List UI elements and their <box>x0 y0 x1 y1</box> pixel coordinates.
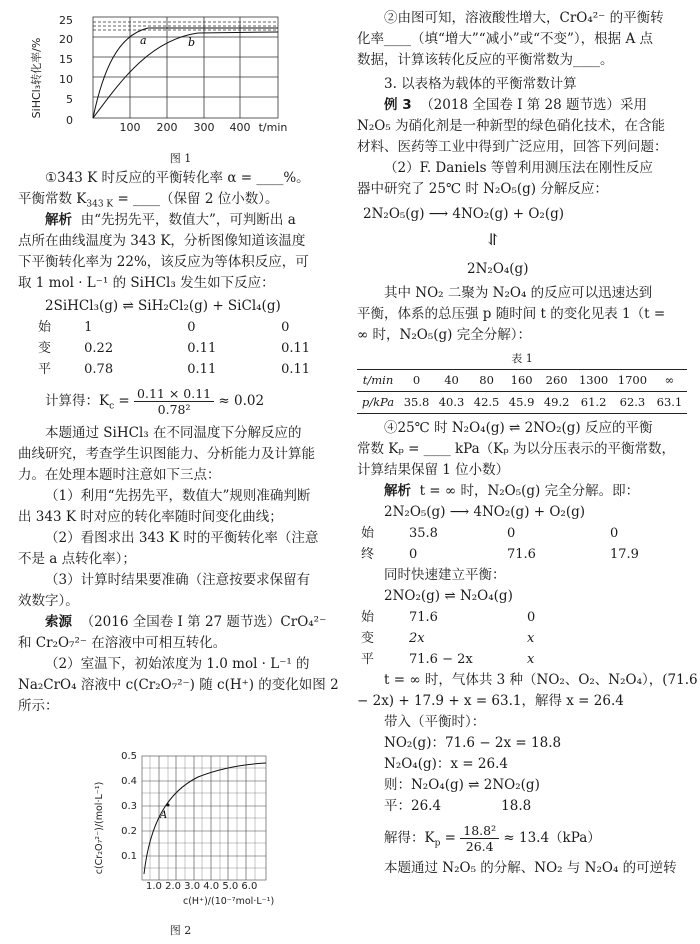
example-line: N₂O₅ 为硝化剂是一种新型的绿色硝化技术，在含能 <box>357 118 665 134</box>
fig1-ytick: 5 <box>66 93 73 106</box>
table-row: 平 71.6 − 2x x <box>361 652 535 667</box>
table-cell: 42.5 <box>473 395 500 409</box>
text-line: 平衡，体系的总压强 p 随时间 t 的变化见表 1（t = <box>357 306 666 322</box>
source-line: 和 Cr₂O₇²⁻ 在溶液中可相互转化。 <box>18 635 227 651</box>
example-line: （2）F. Daniels 等曾利用测压法在刚性反应 <box>384 160 653 176</box>
fig1-ytick: 10 <box>59 73 73 86</box>
ice-table-2 <box>357 607 591 670</box>
point-line: （2）看图求出 343 K 时的平衡转化率（注意 <box>45 530 319 546</box>
table-cell: p/kPa <box>361 395 395 409</box>
table-cell: 49.2 <box>543 395 570 409</box>
pressure-table <box>357 369 687 414</box>
analysis-line: 解析 t = ∞ 时，N₂O₅(g) 完全分解。即： <box>384 483 640 499</box>
table-row: 变 0.22 0.11 0.11 <box>38 341 311 356</box>
substitution-line: 则：N₂O₄(g) ⇌ 2NO₂(g) <box>384 777 540 793</box>
fig1-ytick: 20 <box>59 33 73 46</box>
figure-2-caption: 图 2 <box>169 924 192 937</box>
kp-equation: 解得：$K_p$ = $\frac{\text{18.8²}}{26.4}$ ≈ 13.4（kPa） <box>384 823 601 854</box>
summary-line: 力。在处理本题时注意如下三点： <box>18 467 221 483</box>
table-cell: 260 <box>545 373 568 387</box>
table-row: 平 0.78 0.11 0.11 <box>38 362 311 377</box>
fig1-curve-a <box>93 28 278 118</box>
left-text-block <box>18 168 343 717</box>
fig1-y-axis-label: SiHCl₃转化率/% <box>30 37 43 119</box>
table-cell: 0 <box>412 373 421 387</box>
point-line: 效数字）。 <box>18 593 79 609</box>
fig2-ytick: 0.3 <box>121 801 137 812</box>
equilibrium-arrows-icon: ⥯ <box>486 230 500 249</box>
fig1-x-unit: t/min <box>258 121 288 134</box>
question-2-line: Na₂CrO₄ 溶液中 c(Cr₂O₇²⁻) 随 c(H⁺) 的变化如图 2 <box>18 677 339 693</box>
example-line: 器中研究了 25℃ 时 N₂O₅(g) 分解反应： <box>357 181 608 197</box>
fig1-xtick: 300 <box>193 121 215 134</box>
table-cell: 40 <box>444 373 459 387</box>
table-cell: 1300 <box>578 373 609 387</box>
reaction-equation: 2SiHCl₃(g) ⇌ SiH₂Cl₂(g) + SiCl₄(g) <box>45 298 281 314</box>
fig1-ytick: 25 <box>59 14 73 27</box>
text-line: ∞ 时，N₂O₅(g) 完全分解）： <box>357 327 531 343</box>
solve-line: − 2x) + 17.9 + x = 63.1，解得 x = 26.4 <box>357 693 624 709</box>
table-cell: 80 <box>479 373 494 387</box>
right-text-block <box>357 8 698 879</box>
figure-2-chart <box>18 742 343 922</box>
table-row: 变 2x x <box>361 631 535 646</box>
fig2-point-a-label: A <box>160 810 168 821</box>
table-row <box>357 392 687 414</box>
table-cell: 62.3 <box>619 395 646 409</box>
summary-line: 曲线研究，考查学生识图能力、分析能力及计算能 <box>18 446 315 462</box>
ice-table <box>34 317 343 380</box>
fig1-xtick: 200 <box>156 121 178 134</box>
fig2-x-label: c(H⁺)/(10⁻⁷mol·L⁻¹) <box>183 896 275 907</box>
question-4-line: 常数 Kₚ = ____ kPa（Kₚ 为以分压表示的平衡常数， <box>357 441 675 457</box>
question-2b-line: ②由图可知，溶液酸性增大，CrO₄²⁻ 的平衡转 <box>384 10 664 26</box>
fig2-point-a <box>167 804 170 807</box>
table-cell: 1700 <box>617 373 648 387</box>
table-cell: 45.9 <box>508 395 535 409</box>
table-row: 始 71.6 0 <box>361 610 536 625</box>
table-cell: 160 <box>510 373 533 387</box>
question-2-line: （2）室温下，初始浓度为 1.0 mol · L⁻¹ 的 <box>45 656 310 672</box>
fig1-curve-b-label: b <box>188 36 196 49</box>
table-cell: 35.8 <box>403 395 430 409</box>
table-row <box>357 370 687 392</box>
fig1-curve-b <box>93 32 278 118</box>
table-cell: ∞ <box>664 373 675 387</box>
table-cell: t/min <box>362 373 394 387</box>
fig1-ytick: 0 <box>66 114 73 127</box>
analysis-label: 解析 <box>45 212 72 228</box>
final-line: 本题通过 N₂O₅ 的分解、NO₂ 与 N₂O₄ 的可逆转 <box>384 860 677 876</box>
summary-line: 本题通过 SiHCl₃ 在不同温度下分解反应的 <box>45 425 302 441</box>
substitution-line: N₂O₄(g)：x = 26.4 <box>384 756 508 772</box>
table-row: 终 0 71.6 17.9 <box>361 547 639 562</box>
fig2-ytick: 0.4 <box>121 776 137 787</box>
substitution-line: 平：26.4 18.8 <box>384 798 532 814</box>
source-line: 索源 （2016 全国卷 Ⅰ 第 27 题节选）CrO₄²⁻ <box>45 614 327 630</box>
analysis-line: 下平衡转化率为 22%，该反应为等体积反应，可 <box>18 254 309 270</box>
table-cell: 63.1 <box>656 395 683 409</box>
reaction-3: 2NO₂(g) ⇌ N₂O₄(g) <box>384 588 513 604</box>
question-2b-line: 数据，计算该转化反应的平衡常数为____。 <box>357 52 614 68</box>
question-2b-line: 化率____（填“增大”“减小”或“不变”），根据 A 点 <box>357 31 653 47</box>
fig2-y-axis-label: c(Cr₂O₇²⁻)/(mol·L⁻¹) <box>94 781 105 875</box>
section-title: 3. 以表格为载体的平衡常数计算 <box>384 76 577 92</box>
fig2-xticks: 1.0 2.0 3.0 4.0 5.0 6.0 <box>146 881 258 892</box>
equilibrium-arrows <box>357 225 687 259</box>
figure-1-chart <box>18 0 343 165</box>
source-label: 索源 <box>45 614 72 630</box>
example-line: 材料、医药等工业中得到广泛应用，回答下列问题： <box>357 139 668 155</box>
analysis-line: 解析 由“先拐先平，数值大”，可判断出 a <box>45 212 296 228</box>
example-line: 例 3 （2018 全国卷 Ⅰ 第 28 题节选）采用 <box>384 97 648 113</box>
analysis-line: 点所在曲线温度为 343 K，分析图像知道该温度 <box>18 233 306 249</box>
question-1-line: ①343 K 时反应的平衡转化率 α = ____%。 <box>45 170 310 186</box>
fig1-curve-a-label: a <box>140 34 147 47</box>
figure-2 <box>18 742 343 942</box>
analysis-label: 解析 <box>384 483 411 499</box>
point-line: （3）计算时结果要准确（注意按要求保留有 <box>45 572 311 588</box>
figure-1-caption: 图 1 <box>169 152 192 165</box>
fig2-ytick: 0.1 <box>121 851 137 862</box>
equilibrium-text: 同时快速建立平衡： <box>384 567 506 583</box>
question-2-line: 所示： <box>18 698 59 714</box>
fig2-ytick: 0.5 <box>121 751 137 762</box>
solve-line: t = ∞ 时，气体共 3 种（NO₂、O₂、N₂O₄），(71.6 <box>384 672 698 688</box>
analysis-line: 取 1 mol · L⁻¹ 的 SiHCl₃ 发生如下反应： <box>18 275 275 291</box>
table-cell: 61.2 <box>580 395 607 409</box>
example-label: 例 3 <box>384 97 412 113</box>
question-4-line: 计算结果保留 1 位小数） <box>357 462 510 478</box>
table-row: 始 1 0 0 <box>38 320 290 335</box>
reaction-main: 2N₂O₅(g) ⟶ 4NO₂(g) + O₂(g) <box>363 206 565 222</box>
fig1-xtick: 400 <box>229 121 251 134</box>
fig2-ytick: 0.2 <box>121 826 137 837</box>
table-cell: 40.3 <box>438 395 465 409</box>
reaction-2: 2N₂O₅(g) ⟶ 4NO₂(g) + O₂(g) <box>384 504 586 520</box>
table-row: 始 35.8 0 0 <box>361 526 619 541</box>
point-line: 出 343 K 时对应的转化率随时间变化曲线； <box>18 509 283 525</box>
fig1-ytick: 15 <box>59 53 73 66</box>
calc-equation: 计算得：$K_c$ = $\frac{0.11 \times 0.11}{\text{0.78²}}$ ≈ 0.02 <box>45 386 265 417</box>
question-1-line-2: 平衡常数 $K_{343 K}$ = ____（保留 2 位小数）。 <box>18 191 279 210</box>
substitution-line: 带入（平衡时）： <box>384 714 486 730</box>
substitution-line: NO₂(g)：71.6 − 2x = 18.8 <box>384 735 562 751</box>
fig1-xtick: 100 <box>119 121 141 134</box>
reaction-n2o4: 2N₂O₄(g) <box>467 261 529 277</box>
table-caption: 表 1 <box>511 352 533 365</box>
ice-table-1 <box>357 523 674 565</box>
figure-1 <box>18 0 343 165</box>
question-4-line: ④25℃ 时 N₂O₄(g) ⇌ 2NO₂(g) 反应的平衡 <box>384 420 653 436</box>
point-line: 不是 a 点转化率）； <box>18 551 136 567</box>
point-line: （1）利用“先拐先平，数值大”规则准确判断 <box>45 488 311 504</box>
text-line: 其中 NO₂ 二聚为 N₂O₄ 的反应可以迅速达到 <box>384 285 653 301</box>
